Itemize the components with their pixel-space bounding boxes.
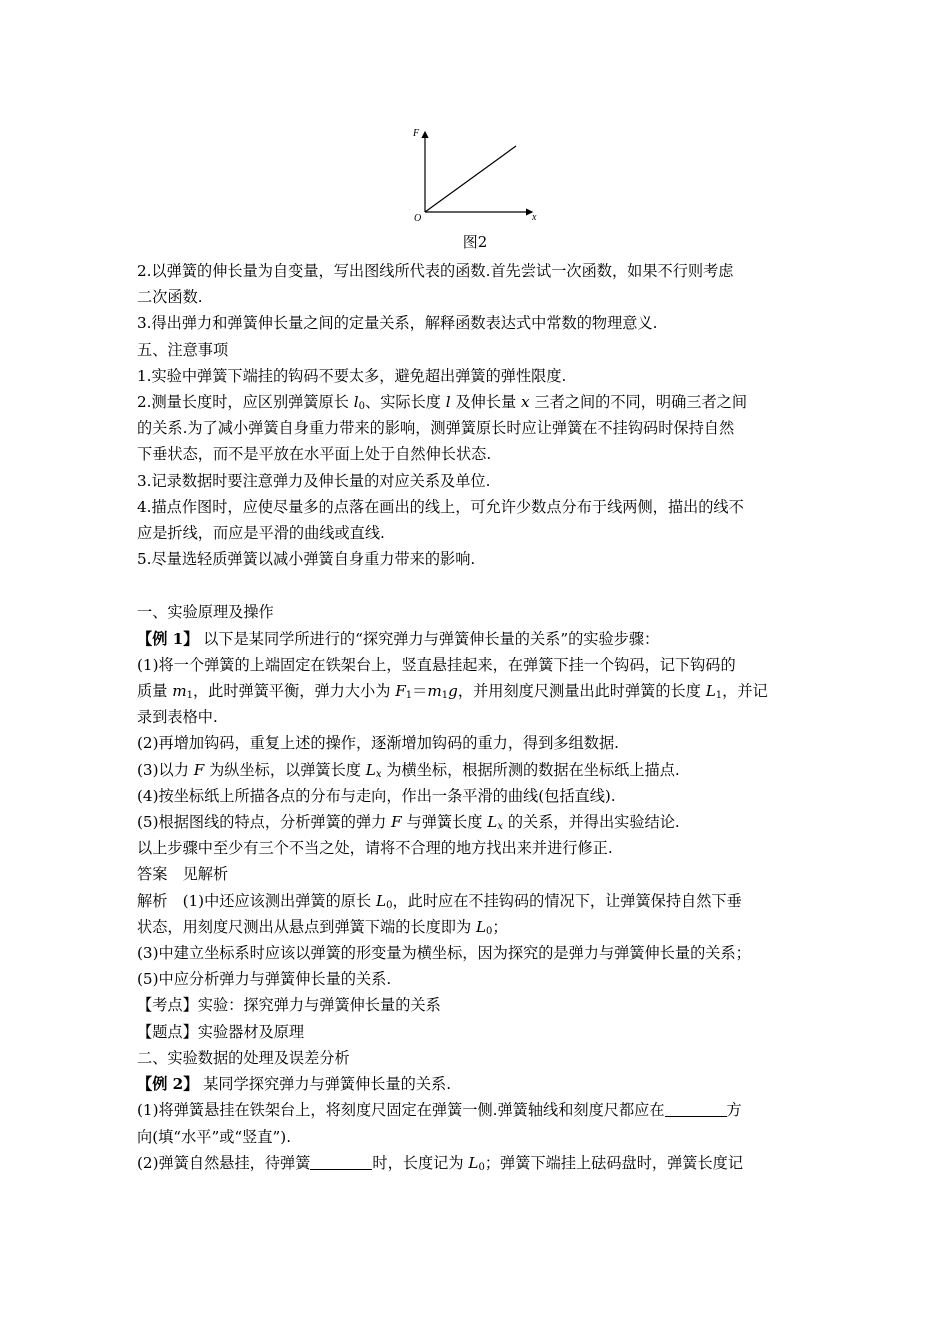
note-1: 1.实验中弹簧下端挂的钩码不要太多，避免超出弹簧的弹性限度. [137, 366, 567, 385]
note-5: 5.尽量选轻质弹簧以减小弹簧自身重力带来的影响. [137, 550, 476, 569]
note-3: 3.记录数据时要注意弹力及伸长量的对应关系及单位. [137, 471, 491, 490]
note-4-cont: 应是折线，而应是平滑的曲线或直线. [137, 524, 385, 543]
y-axis-label: F [413, 128, 420, 139]
figure-caption: 图2 [462, 233, 488, 251]
example-1-step-2: (2)再增加钩码，重复上述的操作，逐渐增加钩码的重力，得到多组数据. [137, 734, 619, 753]
example-1-analysis-4: (5)中应分析弹力与弹簧伸长量的关系. [137, 970, 392, 989]
example-2: 【例 2】 某同学探究弹力与弹簧伸长量的关系. [137, 1075, 452, 1094]
example-1-analysis-3: (3)中建立坐标系时应该以弹簧的形变量为横坐标，因为探究的是弹力与弹簧伸长量的关系； [137, 944, 751, 963]
example-1-analysis-1: 解析 (1)中还应该测出弹簧的原长 $L_0$，此时应在不挂钩码的情况下，让弹簧保持自然下垂 [137, 891, 742, 911]
example-1-step-1-end: 录到表格中. [137, 708, 218, 727]
example-1-step-3: (3)以力 F 为纵坐标，以弹簧长度 $L_x$ 为横坐标，根据所测的数据在坐标纸上描点. [137, 760, 680, 780]
figure-2 [408, 122, 544, 226]
example-1-step-4: (4)按坐标纸上所描各点的分布与走向，作出一条平滑的曲线(包括直线). [137, 786, 616, 805]
tidian: 【题点】实验器材及原理 [137, 1022, 305, 1041]
example-2-q1: (1)将弹簧悬挂在铁架台上，将刻度尺固定在弹簧一侧.弹簧轴线和刻度尺都应在 方 [137, 1101, 742, 1120]
example-1-step-5: (5)根据图线的特点，分析弹簧的弹力 F 与弹簧长度 $L_x$ 的关系，并得出实验结论. [137, 813, 680, 833]
note-2-cont-2: 下垂状态，而不是平放在水平面上处于自然伸长状态. [137, 445, 492, 464]
answer-blank-1[interactable] [665, 1101, 727, 1117]
analysis-step-3: 3.得出弹力和弹簧伸长量之间的定量关系，解释函数表达式中常数的物理意义. [137, 314, 658, 333]
notes-heading: 五、注意事项 [137, 340, 229, 359]
example-1-step-1: (1)将一个弹簧的上端固定在铁架台上，竖直悬挂起来，在弹簧下挂一个钩码，记下钩码的 [137, 655, 736, 674]
document-body [137, 258, 817, 1176]
note-2: 2.测量长度时，应区别弹簧原长 $l_0$、实际长度 l 及伸长量 x 三者之间的不同，明确三者之间 [137, 393, 748, 413]
data-line [425, 146, 516, 212]
analysis-step-2-cont: 二次函数. [137, 288, 203, 307]
example-1-tag: 【例 1】 [137, 629, 199, 648]
example-1: 【例 1】 以下是某同学所进行的“探究弹力与弹簧伸长量的关系”的实验步骤： [137, 629, 660, 648]
section-2-heading: 二、实验数据的处理及误差分析 [137, 1048, 350, 1067]
example-1-step-1-cont: 质量 $m_1$，此时弹簧平衡，弹力大小为 $F_1=m_1g$，并用刻度尺测量出此时弹簧的长度 $L_1$，并记 [137, 682, 768, 702]
answer-blank-2[interactable] [310, 1154, 372, 1170]
origin-label: O [414, 213, 422, 224]
analysis-step-2: 2.以弹簧的伸长量为自变量，写出图线所代表的函数.首先尝试一次函数，如果不行则考虑 [137, 262, 734, 280]
example-1-analysis-2: 状态，用刻度尺测出从悬点到弹簧下端的长度即为 $L_0$； [137, 917, 508, 937]
note-4: 4.描点作图时，应使尽量多的点落在画出的线上，可允许少数点分布于线两侧，描出的线不 [137, 497, 744, 516]
example-2-q1-cont: 向(填“水平”或“竖直”). [137, 1127, 292, 1146]
example-2-tag: 【例 2】 [137, 1075, 199, 1094]
kaodian: 【考点】实验：探究弹力与弹簧伸长量的关系 [137, 996, 441, 1015]
example-1-answer: 答案 见解析 [137, 865, 229, 884]
section-1-heading: 一、实验原理及操作 [137, 603, 274, 622]
example-2-q2: (2)弹簧自然悬挂，待弹簧 时，长度记为 $L_0$；弹簧下端挂上砝码盘时，弹簧长度记 [137, 1153, 743, 1173]
x-axis-label: x [532, 212, 537, 223]
note-2-cont-1: 的关系.为了减小弹簧自身重力带来的影响，测弹簧原长时应让弹簧在不挂钩码时保持自然 [137, 419, 735, 438]
example-1-task: 以上步骤中至少有三个不当之处，请将不合理的地方找出来并进行修正. [137, 839, 613, 858]
f-x-graph [408, 122, 544, 226]
